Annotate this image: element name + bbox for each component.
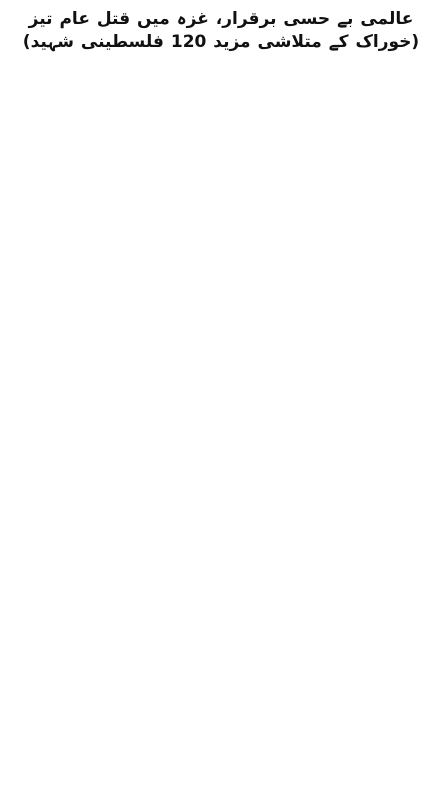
article-headline: عالمی بے حسی برقرار، غزہ میں قتل عام تیز (خوراک کے متلاشی مزید 120 فلسطینی شہید) [22,9,420,52]
